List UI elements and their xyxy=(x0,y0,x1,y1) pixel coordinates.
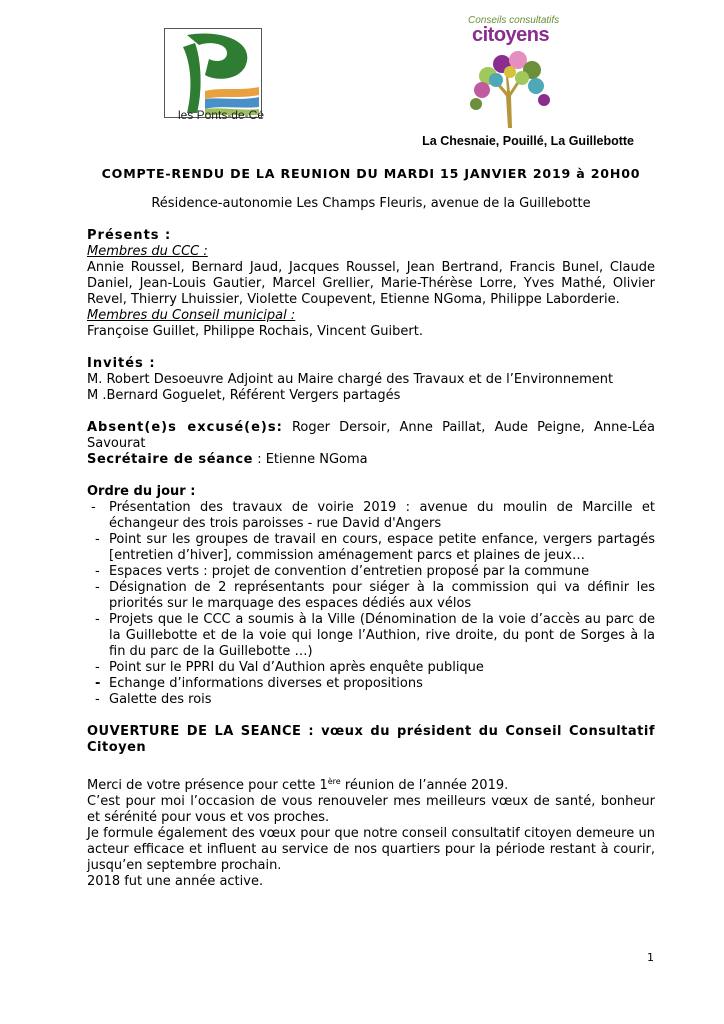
paragraph: Je formule également des vœux pour que notre conseil consultatif citoyen demeure un acteur efficace et influent au service de nos quartiers pour la période restant à courir, jusqu’en septembre prochain. xyxy=(87,826,655,873)
secretary-name: : Etienne NGoma xyxy=(253,452,368,467)
presents-section xyxy=(87,228,655,340)
invite-line: M .Bernard Goguelet, Référent Vergers partagés xyxy=(87,388,401,403)
document-body xyxy=(87,166,655,890)
ccc-members-label: Membres du CCC : xyxy=(87,244,208,259)
page-number: 1 xyxy=(647,951,654,964)
presents-heading: Présents : xyxy=(87,228,172,243)
venue: Résidence-autonomie Les Champs Fleuris, avenue de la Guillebotte xyxy=(151,196,591,211)
secretary-label: Secrétaire de séance xyxy=(87,452,254,467)
agenda-item: - Projets que le CCC a soumis à la Ville (Dénomination de la voie d’accès au parc de la Guillebotte et de la voie qui longe l’Authion, rive droite, du pont de Sorges à la fin du parc de la Guillebotte …) xyxy=(95,612,655,659)
neighbourhood-label: La Chesnaie, Pouillé, La Guillebotte xyxy=(422,134,634,148)
ccc-members-list: Annie Roussel, Bernard Jaud, Jacques Roussel, Jean Bertrand, Francis Bunel, Claude Daniel, Jean-Louis Gautier, Marcel Grellier, Marie-Thérèse Lorre, Yves Mathé, Olivier Revel, Thierry Lhuissier, Violette Coupevent, Etienne NGoma, Philippe Laborderie. xyxy=(87,260,655,307)
agenda-item: - Présentation des travaux de voirie 2019 : avenue du moulin de Marcille et échangeur des trois paroisses - rue David d'Angers xyxy=(91,500,655,531)
logo-line1: Conseils consultatifs xyxy=(468,15,560,26)
ponts-de-ce-logo xyxy=(140,28,264,124)
agenda-section xyxy=(87,484,655,708)
logo-line2: citoyens xyxy=(472,24,550,46)
paragraph: 2018 fut une année active. xyxy=(87,874,264,889)
secretary-line xyxy=(87,452,655,468)
agenda-item: - Désignation de 2 représentants pour siéger à la commission qui va définir les priorités sur le marquage des espaces dédiés aux vélos xyxy=(95,580,655,611)
agenda-item: - Point sur le PPRI du Val d’Authion après enquête publique xyxy=(95,660,484,675)
document-title: COMPTE-RENDU DE LA REUNION DU MARDI 15 JANVIER 2019 à 20H00 xyxy=(101,166,641,181)
council-members-label: Membres du Conseil municipal : xyxy=(87,308,296,323)
absents-section xyxy=(87,420,655,452)
opening-label: OUVERTURE DE LA SEANCE : xyxy=(87,724,315,739)
agenda-item: - Espaces verts : projet de convention d’entretien proposé par la commune xyxy=(95,564,590,579)
agenda-item: - Echange d’informations diverses et propositions xyxy=(95,676,423,691)
conseils-citoyens-logo xyxy=(458,12,578,130)
agenda-list xyxy=(87,500,655,708)
invite-line: M. Robert Desoeuvre Adjoint au Maire chargé des Travaux et de l’Environnement xyxy=(87,372,614,387)
logo-caption: les Ponts-de-Cé xyxy=(177,108,264,122)
agenda-heading: Ordre du jour : xyxy=(87,484,196,499)
invites-section xyxy=(87,356,655,404)
absents-label: Absent(e)s excusé(e)s: xyxy=(87,420,283,435)
logo-frame xyxy=(164,28,262,118)
invites-heading: Invités : xyxy=(87,356,156,371)
opening-heading xyxy=(87,724,655,756)
absents-names: Roger Dersoir, Anne Paillat, Aude Peigne, Anne-Léa Savourat xyxy=(87,420,655,451)
council-members-list: Françoise Guillet, Philippe Rochais, Vincent Guibert. xyxy=(87,324,423,339)
agenda-item: - Galette des rois xyxy=(95,692,212,707)
paragraph: C’est pour moi l’occasion de vous renouveler mes meilleurs vœux de santé, bonheur et sérénité pour vous et vos proches. xyxy=(87,794,655,825)
opening-rest: vœux du président du Conseil Consultatif Citoyen xyxy=(87,724,655,755)
stylized-p-icon xyxy=(165,29,261,117)
agenda-item: - Point sur les groupes de travail en cours, espace petite enfance, vergers partagés [entretien d’hiver], commission aménagement parcs et plaines de jeux… xyxy=(95,532,655,563)
tree-icon xyxy=(458,46,568,130)
paragraph: Merci de votre présence pour cette 1ère réunion de l’année 2019. xyxy=(87,777,509,793)
